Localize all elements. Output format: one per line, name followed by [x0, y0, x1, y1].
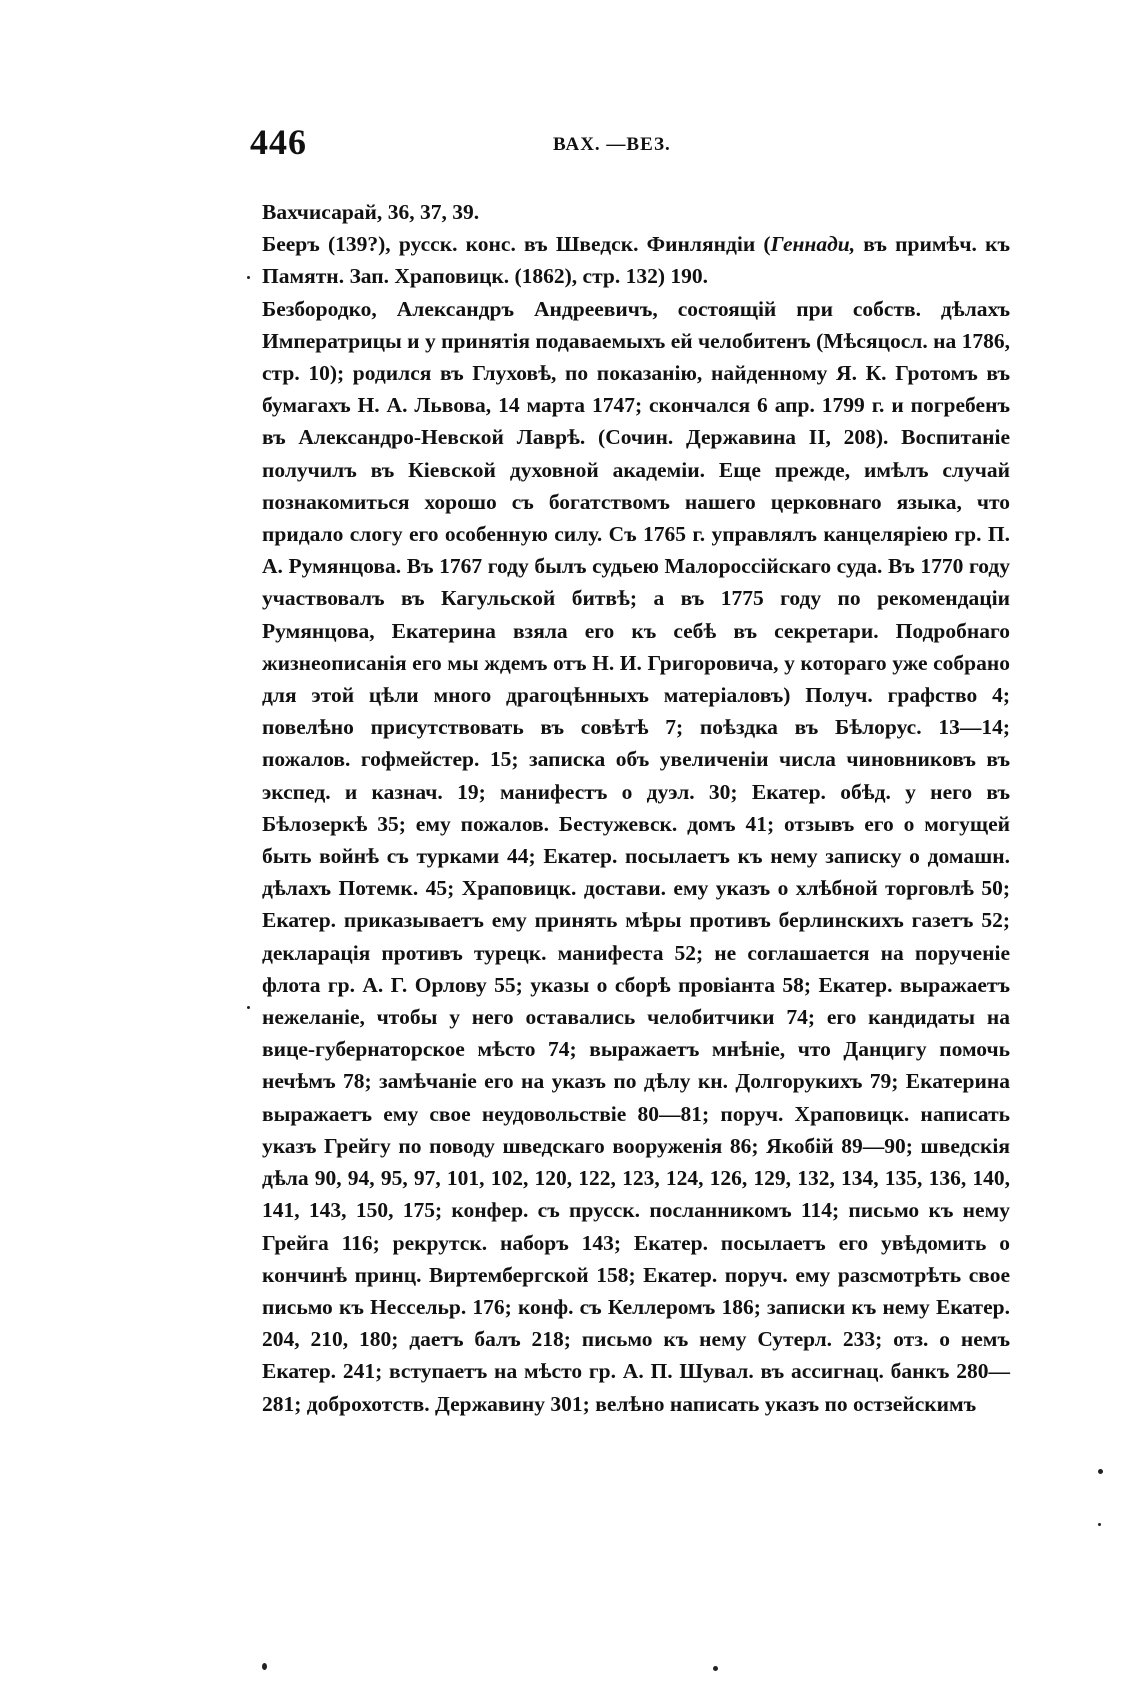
- entry-text: 36, 37, 39.: [382, 200, 480, 224]
- entry-text: въ примѣч. къ Памятн. Зап. Храповицк. (1862), стр. 132) 190.: [262, 232, 1010, 289]
- index-entry-bezborodko: [262, 293, 1010, 1420]
- scan-speck: [713, 1666, 718, 1671]
- scan-speck: [247, 1006, 250, 1009]
- index-text-block: [262, 196, 1010, 1420]
- index-entry-bakhchisaray: [262, 196, 1010, 228]
- running-head: ВАХ. —ВЕЗ.: [553, 134, 671, 155]
- entry-text: Александръ Андреевичъ, состоящій при собств. дѣлахъ Императрицы и у принятія подаваемыхъ ей челобитенъ (Мѣсяцосл. на 1786, стр. 10); родился въ Глуховѣ, по показанію, найденному Я. К. Гротомъ въ бумагахъ Н. А. Львова, 14 марта 1747; скончался 6 апр. 1799 г. и погребенъ въ Александро-Невской Лаврѣ. (Сочин. Державина II, 208). Воспитаніе получилъ въ Кіевской духовной академіи. Еще прежде, имѣлъ случай познакомиться хорошо съ богатствомъ нашего церковнаго языка, что придало слогу его особенную силу. Съ 1765 г. управлялъ канцеляріею гр. П. А. Румянцова. Въ 1767 году былъ судьею Малороссійскаго суда. Въ 1770 году участвовалъ въ Кагульской битвѣ; а въ 1775 году по рекомендаціи Румянцова, Екатерина взяла его къ себѣ въ секретари. Подробнаго жизнеописанія его мы ждемъ отъ Н. И. Григоровича, у котораго уже собрано для этой цѣли много драгоцѣнныхъ матеріаловъ) Получ. графство 4; повелѣно присутствовать въ совѣтѣ 7; поѣздка въ Бѣлорус. 13—14; пожалов. гофмейстер. 15; записка объ увеличеніи числа чиновниковъ въ экспед. и казнач. 19; манифестъ о дуэл. 30; Екатер. обѣд. у него въ Бѣлозеркѣ 35; ему пожалов. Бестужевск. домъ 41; отзывъ его о могущей быть войнѣ съ турками 44; Екатер. посылаетъ къ нему записку о домашн. дѣлахъ Потемк. 45; Храповицк. достави. ему указъ о хлѣбной торговлѣ 50; Екатер. приказываетъ ему принять мѣры противъ берлинскихъ газетъ 52; декларація противъ турецк. манифеста 52; не соглашается на порученіе флота гр. А. Г. Орлову 55; указы о сборѣ провіанта 58; Екатер. выражаетъ нежеланіе, чтобы у него оставались челобитчики 74; его кандидаты на вице-губернаторское мѣсто 74; выражаетъ мнѣніе, что Данцигу помочь нечѣмъ 78; замѣчаніе его на указъ по дѣлу кн. Долгорукихъ 79; Екатерина выражаетъ ему свое неудовольствіе 80—81; поруч. Храповицк. написать указъ Грейгу по поводу шведскаго вооруженія 86; Якобій 89—90; шведскія дѣла 90, 94, 95, 97, 101, 102, 120, 122, 123, 124, 126, 129, 132, 134, 135, 136, 140, 141, 143, 150, 175; конфер. съ прусск. посланникомъ 114; письмо къ нему Грейга 116; рекрутск. наборъ 143; Екатер. посылаетъ его увѣдомить о кончинѣ принц. Виртембергской 158; Екатер. поруч. ему разсмотрѣть свое письмо къ Нессельр. 176; конф. съ Келлеромъ 186; записки къ нему Екатер. 204, 210, 180; даетъ балъ 218; письмо къ нему Сутерл. 233; отз. о немъ Екатер. 241; вступаетъ на мѣсто гр. А. П. Шувал. въ ассигнац. банкъ 280—281; доброхотств. Державину 301; велѣно написать указъ по остзейскимъ: [262, 296, 1010, 1416]
- scan-speck: [1098, 1523, 1101, 1526]
- entry-text: (139?), русск. конс. въ Шведск. Финляндіи (: [319, 232, 771, 257]
- entry-headword: Вахчисарай,: [262, 200, 383, 224]
- index-entry-beer: [262, 228, 1010, 292]
- scan-speck: [247, 276, 250, 279]
- page-number: 446: [250, 122, 307, 162]
- entry-headword: Бееръ: [262, 232, 320, 257]
- entry-italic-name: Геннади,: [770, 232, 856, 257]
- entry-headword: Безбородко,: [262, 296, 377, 321]
- scan-speck: [1098, 1469, 1103, 1474]
- scan-speck: [262, 1663, 267, 1670]
